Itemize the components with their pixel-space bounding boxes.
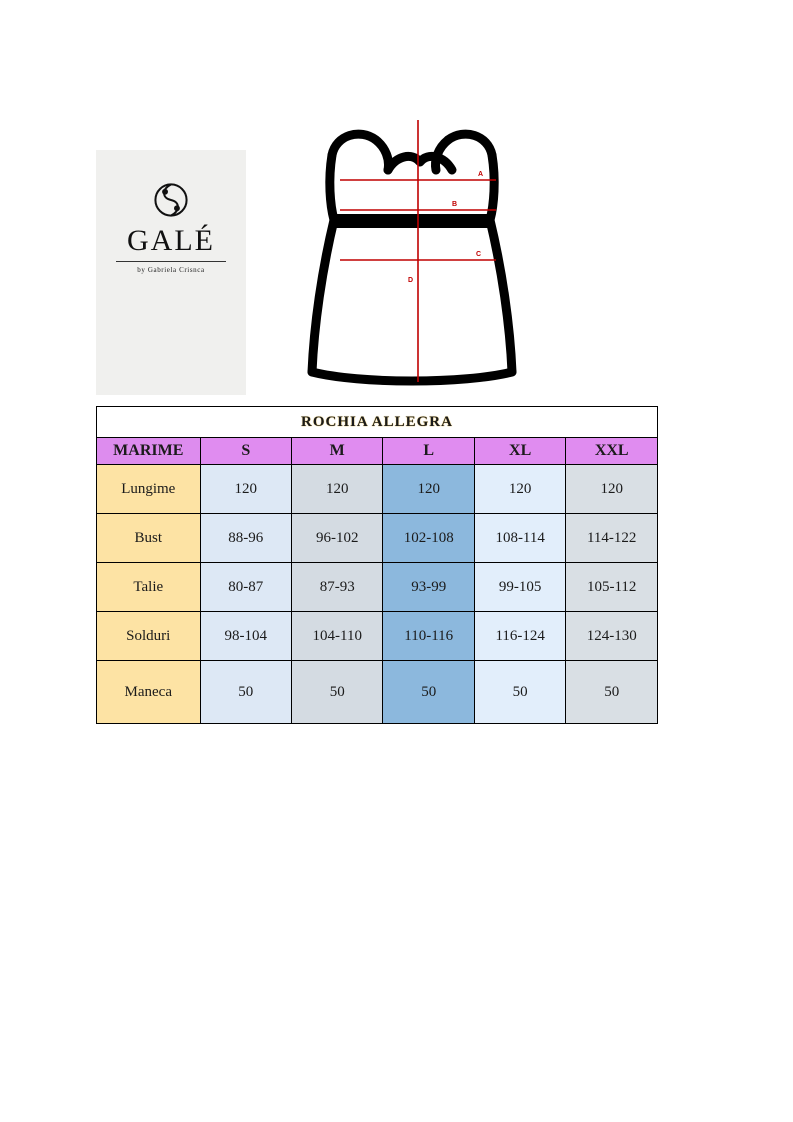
logo-inner [96,178,246,274]
row-label-solduri: Solduri [97,612,201,661]
cell-bust-xxl: 114-122 [566,514,658,563]
cell-solduri-l: 110-116 [383,612,474,661]
cell-talie-xxl: 105-112 [566,563,658,612]
table-title-row [97,407,658,438]
dress-diagram [300,110,540,395]
table-row [97,514,658,563]
cell-lungime-xl: 120 [474,465,565,514]
column-header-marime: MARIME [97,438,201,465]
column-header-l: L [383,438,474,465]
cell-lungime-l: 120 [383,465,474,514]
cell-maneca-s: 50 [200,661,291,724]
dress-svg [300,110,540,395]
cell-maneca-xl: 50 [474,661,565,724]
row-label-talie: Talie [97,563,201,612]
cell-bust-m: 96-102 [292,514,383,563]
table-header-row [97,438,658,465]
cell-talie-l: 93-99 [383,563,474,612]
column-header-m: M [292,438,383,465]
cell-maneca-xxl: 50 [566,661,658,724]
column-header-s: S [200,438,291,465]
logo-divider [116,261,226,262]
table-row [97,661,658,724]
logo-wordmark: GALÉ [127,224,215,257]
cell-solduri-xxl: 124-130 [566,612,658,661]
row-label-lungime: Lungime [97,465,201,514]
column-header-xl: XL [474,438,565,465]
logo-tagline: by Gabriela Crisnca [137,266,205,274]
cell-talie-m: 87-93 [292,563,383,612]
table-row [97,612,658,661]
cell-lungime-s: 120 [200,465,291,514]
table-row [97,563,658,612]
row-label-maneca: Maneca [97,661,201,724]
cell-solduri-m: 104-110 [292,612,383,661]
cell-lungime-m: 120 [292,465,383,514]
gale-monogram-icon [149,178,193,222]
size-chart-table [96,406,658,724]
cell-talie-s: 80-87 [200,563,291,612]
cell-solduri-s: 98-104 [200,612,291,661]
table-title: ROCHIA ALLEGRA [97,407,658,438]
measure-label-d: D [408,277,414,284]
cell-bust-xl: 108-114 [474,514,565,563]
table-row [97,465,658,514]
column-header-xxl: XXL [566,438,658,465]
cell-maneca-m: 50 [292,661,383,724]
measure-label-c: C [476,251,482,258]
logo-panel [96,150,246,395]
row-label-bust: Bust [97,514,201,563]
measure-label-a: A [478,171,484,178]
cell-solduri-xl: 116-124 [474,612,565,661]
cell-bust-s: 88-96 [200,514,291,563]
cell-bust-l: 102-108 [383,514,474,563]
cell-maneca-l: 50 [383,661,474,724]
cell-talie-xl: 99-105 [474,563,565,612]
measure-label-b: B [452,201,458,208]
cell-lungime-xxl: 120 [566,465,658,514]
